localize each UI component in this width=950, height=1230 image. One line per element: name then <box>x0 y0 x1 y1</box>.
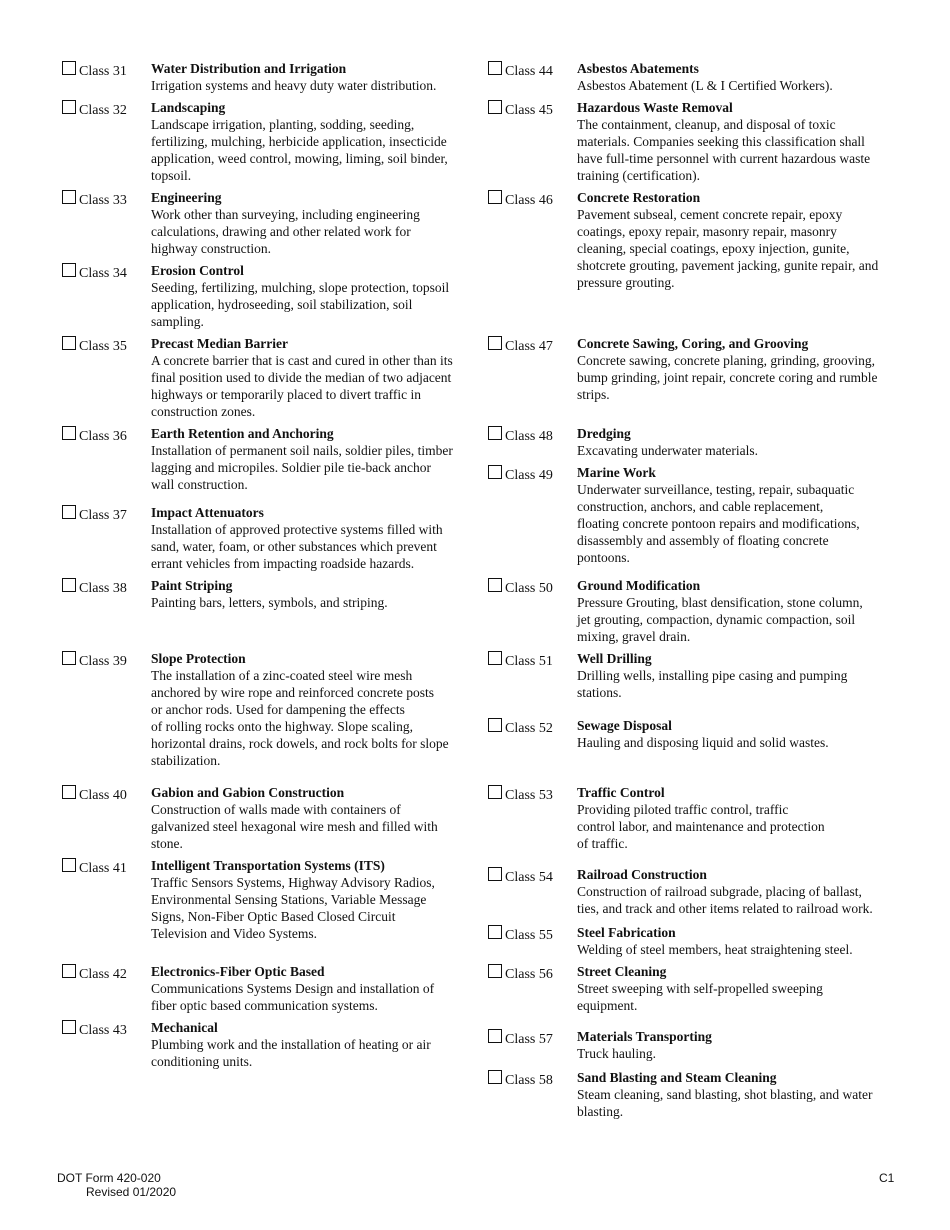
class-description-line: Asbestos Abatement (L & I Certified Workers). <box>577 78 833 93</box>
class-checkbox-group[interactable] <box>62 1019 152 1040</box>
class-checkbox[interactable] <box>62 336 76 350</box>
class-label: Class 50 <box>505 581 553 596</box>
revised-date: Revised 01/2020 <box>86 1185 177 1199</box>
class-description-line: galvanized steel hexagonal wire mesh and filled with <box>151 819 438 834</box>
class-label: Class 36 <box>79 429 127 444</box>
class-checkbox-group[interactable] <box>488 784 578 805</box>
class-description-line: construction, anchors, and cable replacement, <box>577 499 824 514</box>
class-content <box>577 924 897 958</box>
class-label: Class 46 <box>505 193 553 208</box>
class-checkbox-group[interactable] <box>488 577 578 598</box>
class-description-line: conditioning units. <box>151 1054 253 1069</box>
class-description-line: of traffic. <box>577 836 628 851</box>
class-checkbox-group[interactable] <box>62 60 152 81</box>
class-description-line: Street sweeping with self-propelled sweeping <box>577 981 823 996</box>
class-checkbox[interactable] <box>62 578 76 592</box>
class-checkbox[interactable] <box>488 718 502 732</box>
class-checkbox-group[interactable] <box>488 60 578 81</box>
class-title: Marine Work <box>577 465 656 480</box>
class-content <box>577 425 897 459</box>
class-description-line: cleaning, special coatings, epoxy injection, gunite, <box>577 241 850 256</box>
class-checkbox-group[interactable] <box>62 650 152 671</box>
class-description-line: Steam cleaning, sand blasting, shot blasting, and water <box>577 1087 873 1102</box>
class-description-line: fertilizing, mulching, herbicide application, insecticide <box>151 134 447 149</box>
class-title: Impact Attenuators <box>151 505 264 520</box>
class-content <box>151 577 471 611</box>
class-description-line: Environmental Sensing Stations, Variable Message <box>151 892 427 907</box>
class-checkbox[interactable] <box>488 190 502 204</box>
class-title: Hazardous Waste Removal <box>577 100 733 115</box>
class-content <box>151 60 471 94</box>
class-title: Railroad Construction <box>577 867 707 882</box>
class-title: Earth Retention and Anchoring <box>151 426 334 441</box>
class-title: Electronics-Fiber Optic Based <box>151 964 325 979</box>
class-checkbox-group[interactable] <box>62 857 152 878</box>
class-title: Steel Fabrication <box>577 925 676 940</box>
class-description-line: control labor, and maintenance and protection <box>577 819 825 834</box>
class-label: Class 38 <box>79 581 127 596</box>
class-checkbox-group[interactable] <box>488 866 578 887</box>
class-description-line: errant vehicles from impacting roadside hazards. <box>151 556 415 571</box>
class-checkbox-group[interactable] <box>488 189 578 210</box>
class-checkbox[interactable] <box>488 785 502 799</box>
class-description-line: Pavement subseal, cement concrete repair, epoxy <box>577 207 843 222</box>
class-description-line: ties, and track and other items related to railroad work. <box>577 901 873 916</box>
class-checkbox[interactable] <box>62 100 76 114</box>
class-description-line: calculations, drawing and other related work for <box>151 224 411 239</box>
class-content <box>151 504 471 572</box>
class-description-line: Truck hauling. <box>577 1046 657 1061</box>
class-checkbox-group[interactable] <box>488 464 578 485</box>
class-content <box>151 262 471 330</box>
class-description-line: Traffic Sensors Systems, Highway Advisory Radios, <box>151 875 435 890</box>
class-checkbox[interactable] <box>488 336 502 350</box>
class-description-line: Welding of steel members, heat straightening steel. <box>577 942 853 957</box>
class-label: Class 43 <box>79 1023 127 1038</box>
class-label: Class 34 <box>79 266 127 281</box>
class-title: Well Drilling <box>577 651 652 666</box>
class-checkbox[interactable] <box>488 925 502 939</box>
class-label: Class 49 <box>505 468 553 483</box>
class-checkbox[interactable] <box>488 964 502 978</box>
class-checkbox[interactable] <box>62 505 76 519</box>
class-label: Class 47 <box>505 339 553 354</box>
class-description-line: application, weed control, mowing, liming, soil binder, <box>151 151 448 166</box>
class-checkbox-group[interactable] <box>488 717 578 738</box>
class-description-line: The installation of a zinc-coated steel wire mesh <box>151 668 413 683</box>
class-checkbox[interactable] <box>62 858 76 872</box>
class-label: Class 35 <box>79 339 127 354</box>
class-description-line: Painting bars, letters, symbols, and striping. <box>151 595 388 610</box>
class-checkbox[interactable] <box>488 578 502 592</box>
class-content <box>151 189 471 257</box>
class-description-line: Drilling wells, installing pipe casing and pumping <box>577 668 848 683</box>
class-checkbox[interactable] <box>62 263 76 277</box>
class-description-line: Installation of permanent soil nails, soldier piles, timber <box>151 443 453 458</box>
class-checkbox[interactable] <box>62 1020 76 1034</box>
form-number: DOT Form 420-020 <box>57 1171 161 1185</box>
class-label: Class 32 <box>79 103 127 118</box>
class-description-line: sampling. <box>151 314 204 329</box>
class-title: Ground Modification <box>577 578 701 593</box>
class-description-line: application, hydroseeding, soil stabilization, soil <box>151 297 413 312</box>
class-content <box>577 784 897 852</box>
class-description-line: Landscape irrigation, planting, sodding, seeding, <box>151 117 415 132</box>
class-description-line: Providing piloted traffic control, traffic <box>577 802 789 817</box>
class-title: Sewage Disposal <box>577 718 672 733</box>
class-title: Asbestos Abatements <box>577 61 699 76</box>
class-description-line: Construction of railroad subgrade, placing of ballast, <box>577 884 862 899</box>
class-content <box>151 784 471 852</box>
class-description-line: jet grouting, compaction, dynamic compaction, soil <box>577 612 856 627</box>
class-description-line: Communications Systems Design and installation of <box>151 981 435 996</box>
class-checkbox-group[interactable] <box>488 425 578 446</box>
class-checkbox[interactable] <box>488 426 502 440</box>
class-title: Gabion and Gabion Construction <box>151 785 345 800</box>
page-id: C1 <box>879 1171 895 1185</box>
class-description-line: materials. Companies seeking this classification shall <box>577 134 865 149</box>
class-content <box>151 99 471 184</box>
class-description-line: final position used to divide the median of two adjacent <box>151 370 452 385</box>
class-label: Class 54 <box>505 870 553 885</box>
class-checkbox[interactable] <box>488 651 502 665</box>
class-title: Traffic Control <box>577 785 665 800</box>
class-description-line: anchored by wire rope and reinforced concrete posts <box>151 685 434 700</box>
class-title: Intelligent Transportation Systems (ITS) <box>151 858 385 873</box>
class-description-line: topsoil. <box>151 168 192 183</box>
class-content <box>151 650 471 769</box>
class-checkbox-group[interactable] <box>62 504 152 525</box>
class-title: Dredging <box>577 426 631 441</box>
class-description-line: Installation of approved protective systems filled with <box>151 522 443 537</box>
class-label: Class 45 <box>505 103 553 118</box>
class-title: Concrete Sawing, Coring, and Grooving <box>577 336 809 351</box>
class-content <box>577 464 897 566</box>
class-description-line: wall construction. <box>151 477 248 492</box>
class-description-line: Work other than surveying, including engineering <box>151 207 420 222</box>
class-description-line: of rolling rocks onto the highway. Slope scaling, <box>151 719 413 734</box>
class-content <box>577 963 897 1014</box>
class-description-line: disassembly and assembly of floating concrete <box>577 533 829 548</box>
class-description-line: strips. <box>577 387 610 402</box>
class-label: Class 31 <box>79 64 127 79</box>
class-checkbox[interactable] <box>488 1029 502 1043</box>
class-description-line: Seeding, fertilizing, mulching, slope protection, topsoil <box>151 280 450 295</box>
class-description-line: Excavating underwater materials. <box>577 443 759 458</box>
class-description-line: or anchor rods. Used for dampening the effects <box>151 702 405 717</box>
class-label: Class 39 <box>79 654 127 669</box>
class-content <box>577 335 897 403</box>
class-checkbox-group[interactable] <box>488 1028 578 1049</box>
class-checkbox-group[interactable] <box>488 963 578 984</box>
class-label: Class 41 <box>79 861 127 876</box>
class-description-line: Television and Video Systems. <box>151 926 317 941</box>
class-description-line: stone. <box>151 836 183 851</box>
class-description-line: Concrete sawing, concrete planing, grinding, grooving, <box>577 353 876 368</box>
class-description-line: highways or temporarily placed to divert traffic in <box>151 387 422 402</box>
class-description-line: sand, water, foam, or other substances which prevent <box>151 539 437 554</box>
class-checkbox[interactable] <box>62 785 76 799</box>
class-description-line: fiber optic based communication systems. <box>151 998 378 1013</box>
class-description-line: Construction of walls made with containers of <box>151 802 401 817</box>
class-title: Materials Transporting <box>577 1029 712 1044</box>
class-checkbox-group[interactable] <box>62 425 152 446</box>
class-checkbox[interactable] <box>488 1070 502 1084</box>
class-description-line: Hauling and disposing liquid and solid wastes. <box>577 735 829 750</box>
class-checkbox-group[interactable] <box>62 335 152 356</box>
class-description-line: floating concrete pontoon repairs and modifications, <box>577 516 860 531</box>
class-title: Slope Protection <box>151 651 246 666</box>
class-description-line: stabilization. <box>151 753 221 768</box>
class-description-line: lagging and micropiles. Soldier pile tie-back anchor <box>151 460 432 475</box>
class-checkbox-group[interactable] <box>62 784 152 805</box>
class-label: Class 58 <box>505 1073 553 1088</box>
class-title: Paint Striping <box>151 578 233 593</box>
class-label: Class 52 <box>505 721 553 736</box>
class-checkbox-group[interactable] <box>488 924 578 945</box>
class-title: Water Distribution and Irrigation <box>151 61 347 76</box>
class-content <box>577 189 897 291</box>
class-content <box>577 717 897 751</box>
class-description-line: blasting. <box>577 1104 624 1119</box>
class-content <box>151 857 471 942</box>
class-description-line: highway construction. <box>151 241 271 256</box>
class-checkbox[interactable] <box>488 465 502 479</box>
class-checkbox-group[interactable] <box>62 99 152 120</box>
class-description-line: Irrigation systems and heavy duty water distribution. <box>151 78 437 93</box>
class-description-line: Underwater surveillance, testing, repair, subaquatic <box>577 482 855 497</box>
class-label: Class 44 <box>505 64 553 79</box>
class-description-line: pontoons. <box>577 550 630 565</box>
class-description-line: pressure grouting. <box>577 275 675 290</box>
class-checkbox[interactable] <box>62 426 76 440</box>
class-description-line: training (certification). <box>577 168 700 183</box>
class-description-line: coatings, epoxy repair, masonry repair, masonry <box>577 224 837 239</box>
class-label: Class 42 <box>79 967 127 982</box>
class-content <box>577 1028 897 1062</box>
class-content <box>577 650 897 701</box>
class-description-line: construction zones. <box>151 404 256 419</box>
class-title: Street Cleaning <box>577 964 667 979</box>
class-title: Precast Median Barrier <box>151 336 288 351</box>
class-checkbox[interactable] <box>62 651 76 665</box>
class-content <box>151 335 471 420</box>
class-description-line: have full-time personnel with current hazardous waste <box>577 151 871 166</box>
class-title: Engineering <box>151 190 222 205</box>
class-checkbox-group[interactable] <box>488 99 578 120</box>
class-title: Erosion Control <box>151 263 244 278</box>
class-label: Class 51 <box>505 654 553 669</box>
class-description-line: mixing, gravel drain. <box>577 629 691 644</box>
class-content <box>151 963 471 1014</box>
class-checkbox-group[interactable] <box>488 1069 578 1090</box>
class-title: Sand Blasting and Steam Cleaning <box>577 1070 777 1085</box>
class-checkbox-group[interactable] <box>62 577 152 598</box>
class-description-line: The containment, cleanup, and disposal of toxic <box>577 117 836 132</box>
class-title: Landscaping <box>151 100 226 115</box>
class-checkbox[interactable] <box>488 61 502 75</box>
class-description-line: stations. <box>577 685 622 700</box>
class-checkbox[interactable] <box>488 100 502 114</box>
class-description-line: bump grinding, joint repair, concrete coring and rumble <box>577 370 878 385</box>
class-label: Class 40 <box>79 788 127 803</box>
class-checkbox[interactable] <box>62 61 76 75</box>
class-checkbox-group[interactable] <box>488 335 578 356</box>
class-checkbox-group[interactable] <box>488 650 578 671</box>
class-checkbox-group[interactable] <box>62 262 152 283</box>
class-description-line: shotcrete grouting, pavement jacking, gunite repair, and <box>577 258 879 273</box>
class-label: Class 48 <box>505 429 553 444</box>
class-description-line: horizontal drains, rock dowels, and rock bolts for slope <box>151 736 449 751</box>
class-content <box>151 1019 471 1070</box>
class-content <box>151 425 471 493</box>
class-content <box>577 99 897 184</box>
class-title: Concrete Restoration <box>577 190 701 205</box>
class-description-line: Signs, Non-Fiber Optic Based Closed Circuit <box>151 909 396 924</box>
class-description-line: Pressure Grouting, blast densification, stone column, <box>577 595 863 610</box>
class-checkbox[interactable] <box>62 190 76 204</box>
class-label: Class 33 <box>79 193 127 208</box>
class-label: Class 37 <box>79 508 127 523</box>
class-description-line: A concrete barrier that is cast and cured in other than its <box>151 353 453 368</box>
class-label: Class 57 <box>505 1032 553 1047</box>
class-content <box>577 866 897 917</box>
class-label: Class 56 <box>505 967 553 982</box>
class-content <box>577 577 897 645</box>
class-content <box>577 1069 897 1120</box>
class-description-line: Plumbing work and the installation of heating or air <box>151 1037 431 1052</box>
class-title: Mechanical <box>151 1020 218 1035</box>
class-label: Class 53 <box>505 788 553 803</box>
class-description-line: equipment. <box>577 998 638 1013</box>
class-checkbox[interactable] <box>488 867 502 881</box>
class-checkbox[interactable] <box>62 964 76 978</box>
class-content <box>577 60 897 94</box>
class-label: Class 55 <box>505 928 553 943</box>
class-checkbox-group[interactable] <box>62 189 152 210</box>
class-checkbox-group[interactable] <box>62 963 152 984</box>
